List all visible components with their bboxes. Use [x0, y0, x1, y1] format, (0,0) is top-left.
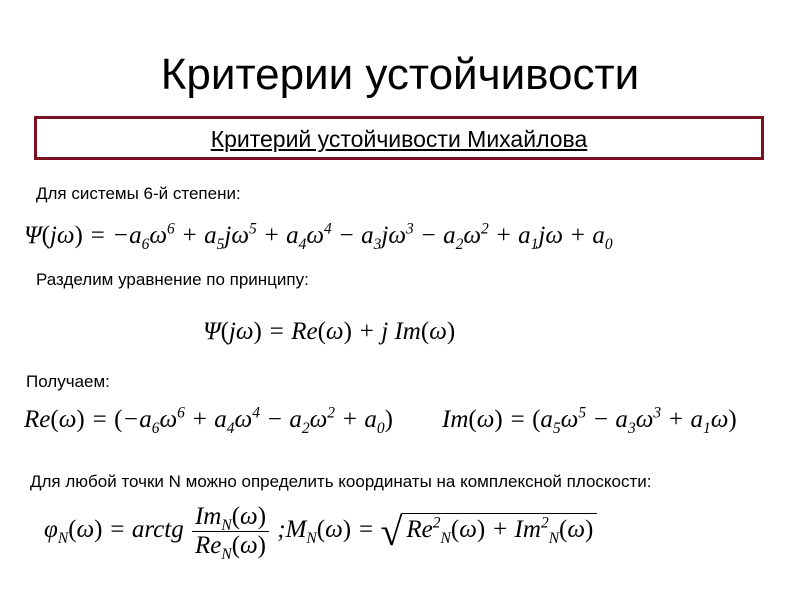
formula-imaginary-part: $Im(\omega) = (a_5\omega^5 - a_3\omega^3 + a_1\omega)$	[442, 404, 737, 437]
label-system: Для системы 6-й степени:	[36, 184, 241, 203]
subtitle-box	[34, 116, 764, 160]
formula-phase-magnitude: $\varphi_N(\omega)$ = arctg $\frac{Im_N(\omega)}{Re_N(\omega)}$ $;M_N(\omega)$ = √ $Re^2_N(\omega) + Im^2_N(\omega)$	[44, 503, 597, 560]
formula-real-part: $Re(\omega) = (-a_6\omega^6 + a_4\omega^4 - a_2\omega^2 + a_0)$	[24, 404, 393, 437]
label-result: Получаем:	[26, 372, 110, 391]
magnitude-radicand: $Re^2_N(\omega) + Im^2_N(\omega)$	[402, 513, 597, 544]
phase-fraction: $\frac{Im_N(\omega)}{Re_N(\omega)}$	[192, 503, 269, 560]
formula-characteristic-polynomial: $\Psi(j\omega) = -a_6\omega^6 + a_5j\omega^5 + a_4\omega^4 - a_3j\omega^3 - a_2\omega^2 + a_1j\omega + a_0$	[24, 220, 613, 253]
label-split: Разделим уравнение по принципу:	[36, 270, 309, 289]
formula-re-im-split: Ψ(jω) = Re(ω) + j Im(ω)	[203, 318, 456, 345]
subtitle: Критерий устойчивости Михайлова	[210, 126, 588, 152]
label-point: Для любой точки N можно определить координаты на комплексной плоскости:	[30, 472, 652, 491]
slide-title: Критерии устойчивости	[160, 50, 640, 99]
